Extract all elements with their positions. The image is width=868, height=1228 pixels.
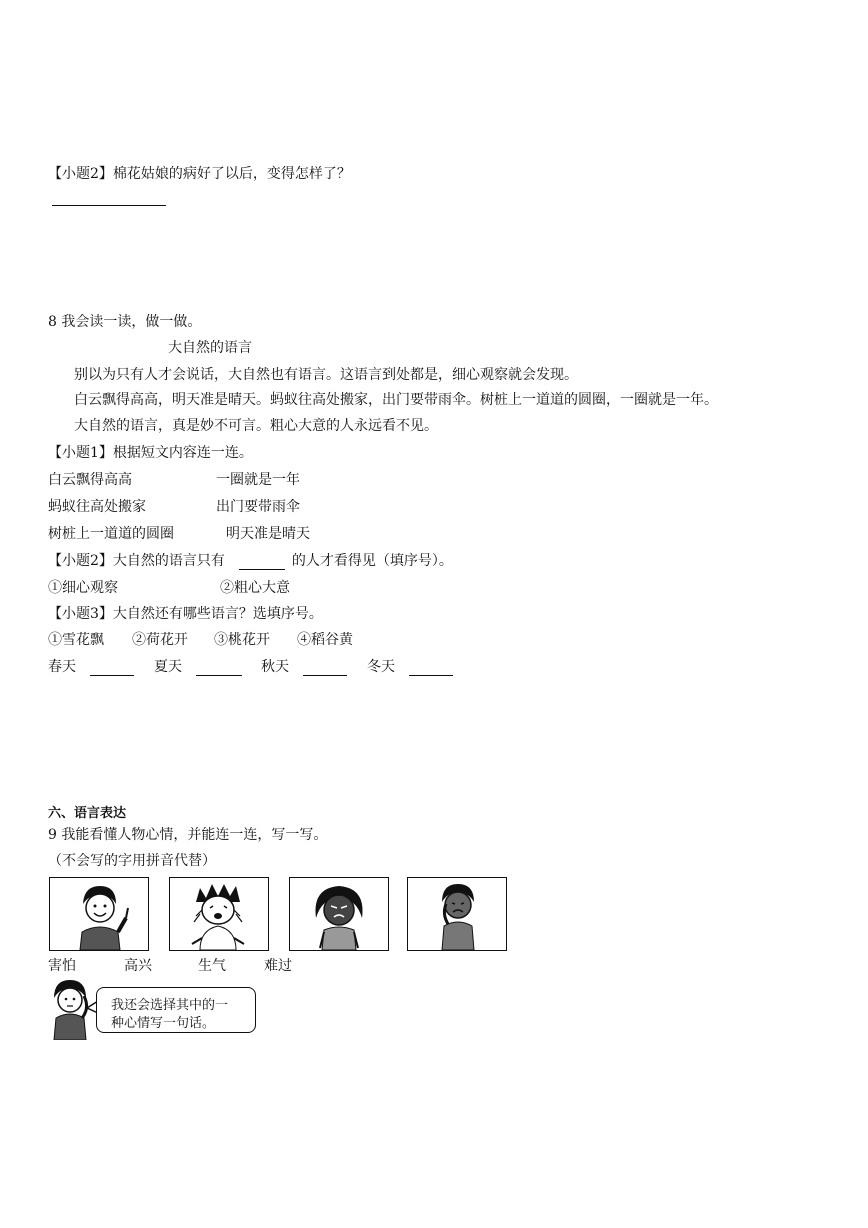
bubble-line-1: 我还会选择其中的一 [111,998,229,1013]
season-spring [48,656,134,676]
mood-fear[interactable]: 害怕 [48,958,76,974]
match-left-2[interactable]: 蚂蚁往高处搬家 [48,499,146,515]
season-blank[interactable] [303,661,347,676]
passage-title: 大自然的语言 [168,340,252,356]
sub3-option-3: ③桃花开 [214,632,270,648]
sub3-option-1: ①雪花飘 [48,632,104,648]
season-label: 夏天 [154,659,182,675]
sub2-prompt [48,550,453,570]
match-right-1[interactable]: 一圈就是一年 [216,472,300,488]
match-left-3[interactable]: 树桩上一道道的圆圈 [48,526,174,542]
q9-header: 9 我能看懂人物心情，并能连一连，写一写。 [48,827,328,843]
season-summer [154,656,242,676]
season-label: 秋天 [261,659,289,675]
q2-prev-text: 【小题2】棉花姑娘的病好了以后，变得怎样了？ [48,166,351,182]
bubble-line-2: 种心情写一句话。 [111,1016,216,1031]
season-winter [367,656,453,676]
answer-line[interactable] [52,205,166,206]
sub3-option-2: ②荷花开 [132,632,188,648]
passage-para-1: 别以为只有人才会说话，大自然也有语言。这语言到处都是，细心观察就会发现。 [74,367,578,383]
match-right-3[interactable]: 明天准是晴天 [226,526,310,542]
season-blank[interactable] [196,661,242,676]
scared-kid-picture[interactable] [169,877,269,951]
sub2-blank[interactable] [239,555,285,570]
sub2-option-1: ①细心观察 [48,580,118,596]
mood-angry[interactable]: 生气 [198,958,226,974]
season-label: 春天 [48,659,76,675]
passage-para-2: 白云飘得高高，明天准是晴天。蚂蚁往高处搬家，出门要带雨伞。树桩上一道道的圆圈，一圈就是一年。 [74,392,718,408]
scared-kid-icon [170,878,268,950]
angry-girl-picture[interactable] [289,877,389,951]
passage-para-3: 大自然的语言，真是妙不可言。粗心大意的人永远看不见。 [74,418,438,434]
season-blank[interactable] [409,661,453,676]
season-label: 冬天 [367,659,395,675]
section-heading: 六、语言表达 [48,806,127,821]
match-left-1[interactable]: 白云飘得高高 [48,472,132,488]
match-right-2[interactable]: 出门要带雨伞 [216,499,300,515]
sub2-text-after: 的人才看得见（填序号）。 [291,553,453,569]
sub3-prompt: 【小题3】大自然还有哪些语言？选填序号。 [48,606,323,622]
sad-boy-picture[interactable] [407,877,507,951]
sad-boy-icon [408,878,506,950]
speech-bubble [96,987,256,1033]
mood-sad[interactable]: 难过 [264,958,292,974]
mood-happy[interactable]: 高兴 [124,958,152,974]
happy-boy-picture[interactable] [49,877,149,951]
happy-boy-icon [50,878,148,950]
season-autumn [261,656,347,676]
sub3-option-4: ④稻谷黄 [297,632,353,648]
q9-note: （不会写的字用拼音代替） [48,853,216,869]
season-blank[interactable] [90,661,134,676]
sub2-text-before: 【小题2】大自然的语言只有 [48,553,225,569]
sub1-prompt: 【小题1】根据短文内容连一连。 [48,445,253,461]
sub2-option-2: ②粗心大意 [220,580,290,596]
angry-girl-icon [290,878,388,950]
q8-header: 8 我会读一读，做一做。 [48,314,202,330]
